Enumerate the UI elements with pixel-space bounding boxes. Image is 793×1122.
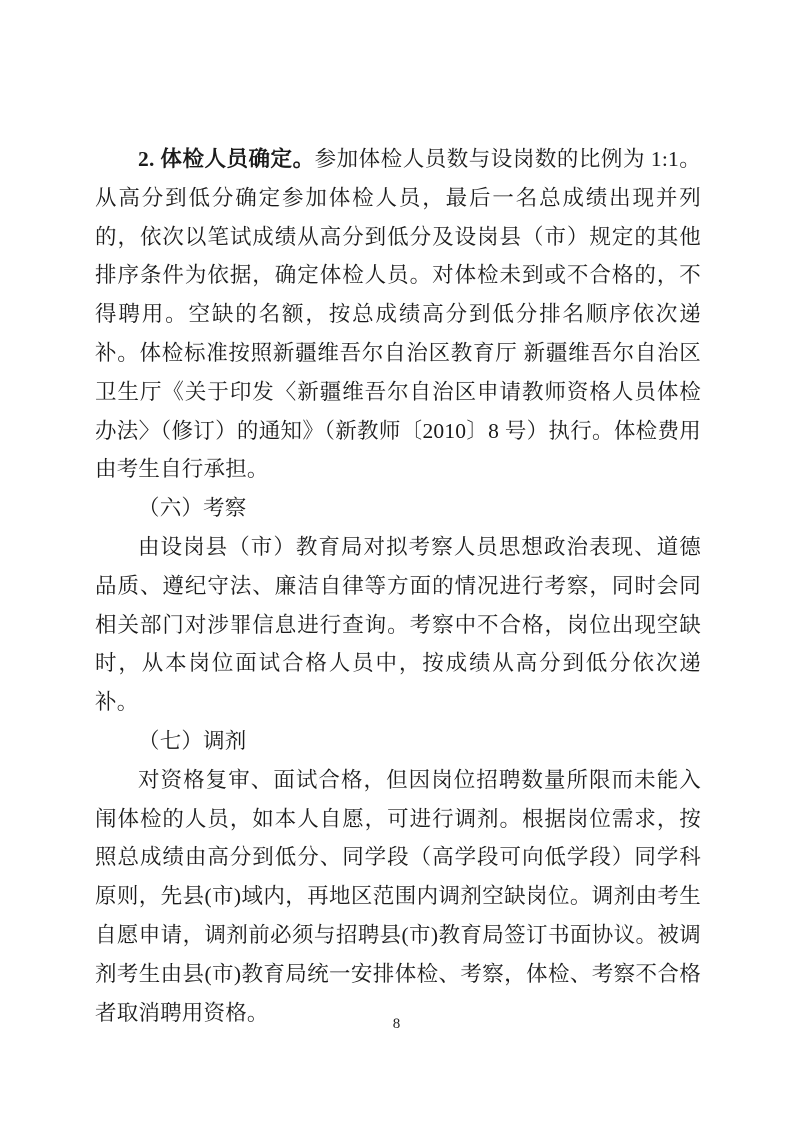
heading-section-seven-adjustment: （七）调剂 xyxy=(138,728,247,753)
paragraph-medical-exam-determination xyxy=(95,140,701,489)
paragraph-bold-lead: 2. 体检人员确定。 xyxy=(138,147,315,171)
document-body xyxy=(95,140,701,1032)
paragraph-adjustment-details: 对资格复审、面试合格，但因岗位招聘数量所限而未能入闱体检的人员，如本人自愿，可进行调剂。根据岗位需求，按照总成绩由高分到低分、同学段（高学段可向低学段）同学科原则，先县(市)域内，再地区范围内调剂空缺岗位。调剂由考生自愿申请，调剂前必须与招聘县(市)教育局签订书面协议。被调剂考生由县(市)教育局统一安排体检、考察，体检、考察不合格者取消聘用资格。 xyxy=(95,767,701,1025)
page-number: 8 xyxy=(392,1016,401,1032)
paragraph-inspection-details: 由设岗县（市）教育局对拟考察人员思想政治表现、道德品质、遵纪守法、廉洁自律等方面的情况进行考察，同时会同相关部门对涉罪信息进行查询。考察中不合格，岗位出现空缺时，从本岗位面试合格人员中，按成绩从高分到低分依次递补。 xyxy=(95,534,701,715)
heading-section-six-inspection: （六）考察 xyxy=(138,496,247,521)
paragraph-text: 参加体检人员数与设岗数的比例为 1:1。从高分到低分确定参加体检人员，最后一名总成绩出现并列的，依次以笔试成绩从高分到低分及设岗县（市）规定的其他排序条件为依据，确定体检人员。对体检未到或不合格的，不得聘用。空缺的名额，按总成绩高分到低分排名顺序依次递补。体检标准按照新疆维吾尔自治区教育厅 新疆维吾尔自治区卫生厅《关于印发〈新疆维吾尔自治区申请教师资格人员体检办法〉（修订）的通知》（新教师〔2010〕8 号）执行。体检费用由考生自行承担。 xyxy=(95,147,701,482)
